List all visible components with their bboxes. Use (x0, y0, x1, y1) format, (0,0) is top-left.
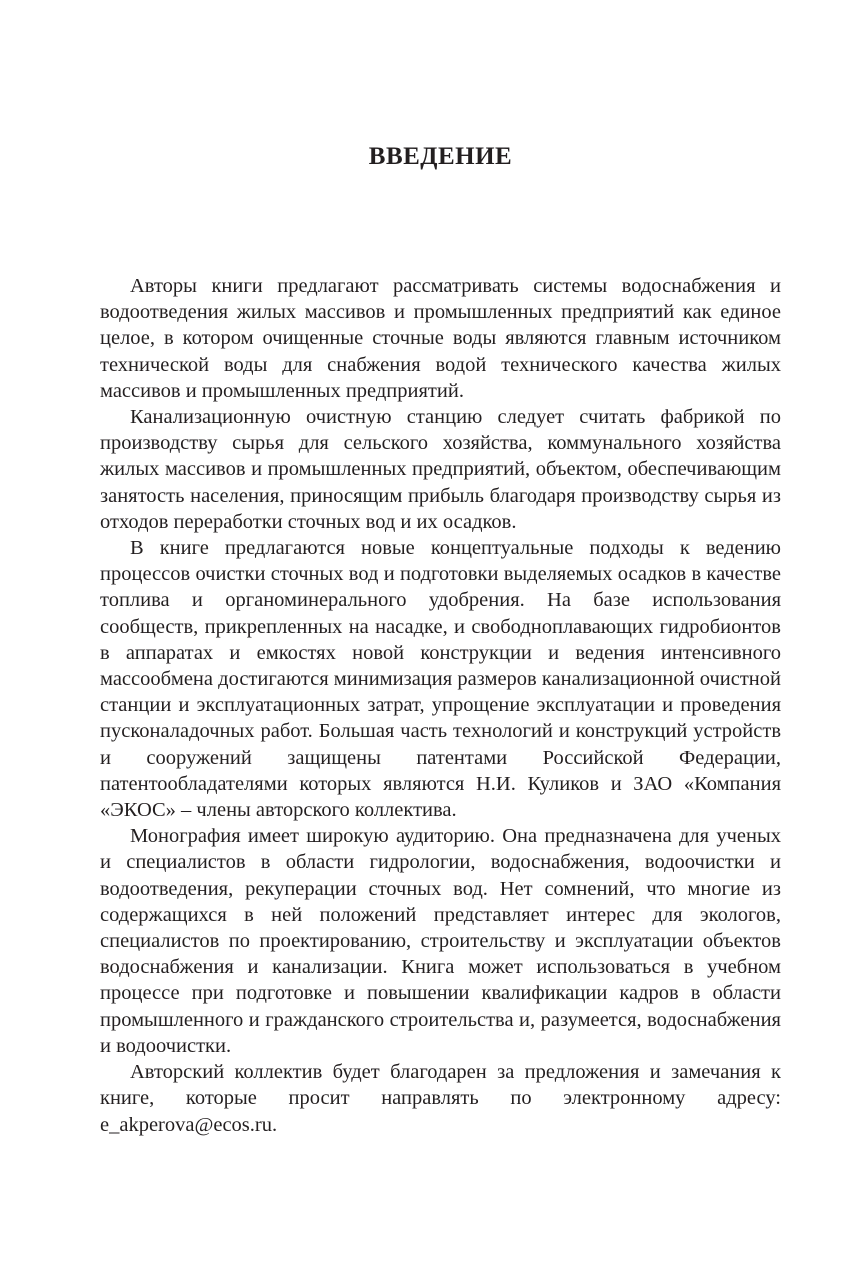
paragraph-3: В книге предлагаются новые концептуальные подходы к ведению процессов очистки сточных вод и подготовки выделяемых осадков в качестве топлива и органоминерального удобрения. На базе использования сообществ, прикрепленных на насадке, и свободноплавающих гидробионтов в аппаратах и емкостях новой конструкции и ведения интенсивного массообмена достигаются минимизация размеров канализационной очистной станции и эксплуатационных затрат, упрощение эксплуатации и проведения пусконаладочных работ. Большая часть технологий и конструкций устройств и сооружений защищены патентами Российской Федерации, патентообладателями которых являются Н.И. Куликов и ЗАО «Компания «ЭКОС» – члены авторского коллектива. (100, 537, 781, 822)
paragraph-1: Авторы книги предлагают рассматривать системы водоснабжения и водоотведения жилых массивов и промышленных предприятий как единое целое, в котором очищенные сточные воды являются главным источником технической воды для снабжения водой технического качества жилых массивов и промышленных предприятий. (100, 275, 781, 402)
paragraph-4: Монография имеет широкую аудиторию. Она предназначена для ученых и специалистов в области гидрологии, водоснабжения, водоочистки и водоотведения, рекуперации сточных вод. Нет сомнений, что многие из содержащихся в ней положений представляет интерес для экологов, специалистов по проектированию, строительству и эксплуатации объектов водоснабжения и канализации. Книга может использоваться в учебном процессе при подготовке и повышении квалификации кадров в области промышленного и гражданского строительства и, разумеется, водоснабжения и водоочистки. (100, 825, 781, 1057)
page-title: ВВЕДЕНИЕ (368, 143, 513, 170)
body-text (100, 273, 781, 1138)
paragraph-2: Канализационную очистную станцию следует считать фабрикой по производству сырья для сельского хозяйства, коммунального хозяйства жилых массивов и промышленных предприятий, объектом, обеспечивающим занятость населения, приносящим прибыль благодаря производству сырья из отходов переработки сточных вод и их осадков. (100, 406, 781, 533)
paragraph-5: Авторский коллектив будет благодарен за предложения и замечания к книге, которые просит направлять по электронному адресу: e_akperova@ecos.ru. (100, 1061, 781, 1136)
